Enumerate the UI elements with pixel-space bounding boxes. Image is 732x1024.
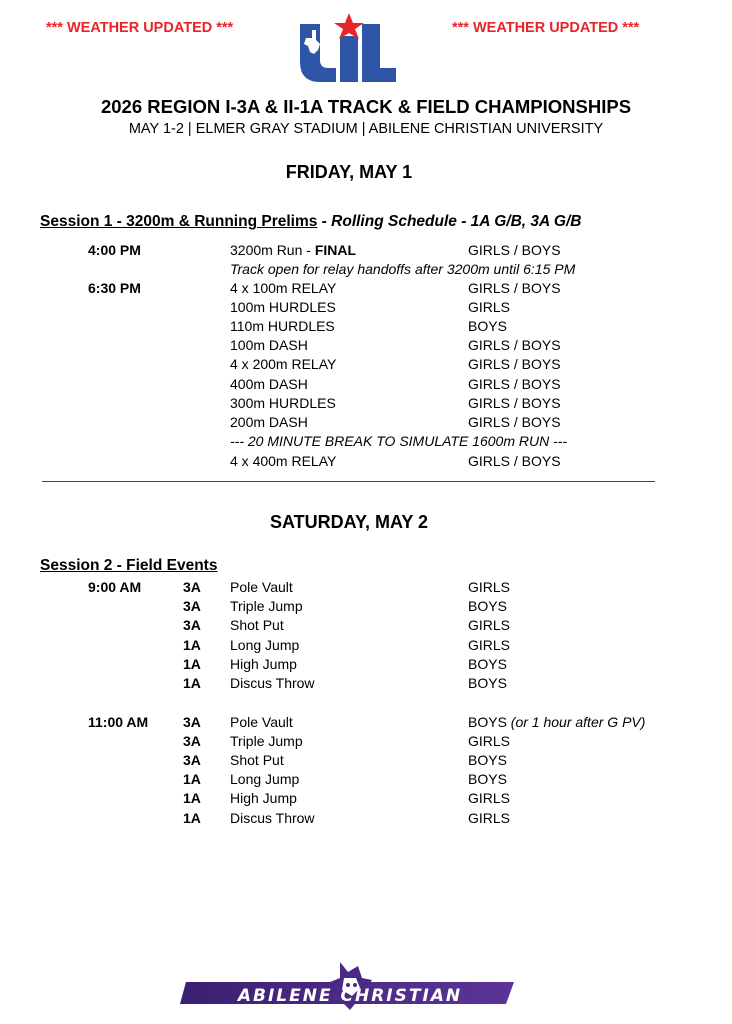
event-name: Discus Throw: [230, 810, 315, 826]
gender-label: BOYS: [468, 752, 507, 768]
event-name: High Jump: [230, 656, 297, 672]
gender-label: BOYS: [468, 656, 507, 672]
event-4x100: 4 x 100m RELAY: [230, 280, 337, 296]
gender-label: GIRLS: [468, 617, 511, 633]
class-label: 1A: [183, 790, 201, 806]
gender-label: [468, 714, 645, 730]
gender-label: BOYS: [468, 771, 507, 787]
class-label: 1A: [183, 656, 201, 672]
page-subtitle: MAY 1-2 | ELMER GRAY STADIUM | ABILENE CHRISTIAN UNIVERSITY: [128, 121, 604, 137]
gender-label: GIRLS: [468, 790, 511, 806]
day-heading-saturday: SATURDAY, MAY 2: [269, 512, 429, 532]
gender-label: GIRLS: [468, 733, 511, 749]
class-label: 1A: [183, 771, 201, 787]
time-4pm: 4:00 PM: [88, 242, 141, 258]
class-label: 3A: [183, 752, 201, 768]
event-100m: 100m DASH: [230, 337, 308, 353]
event-300h: 300m HURDLES: [230, 395, 336, 411]
session-1-separator: -: [317, 213, 332, 230]
acu-logo-text: ABILENE CHRISTIAN: [237, 986, 463, 1006]
gender-label: BOYS: [468, 675, 507, 691]
uil-logo: [298, 10, 398, 84]
gender-label: GIRLS: [468, 579, 511, 595]
gender-4x100: GIRLS / BOYS: [468, 280, 561, 296]
event-100h: 100m HURDLES: [230, 299, 336, 315]
gender-400m: GIRLS / BOYS: [468, 376, 561, 392]
event-name: Long Jump: [230, 771, 300, 787]
event-200m: 200m DASH: [230, 414, 308, 430]
gender-3200m: GIRLS / BOYS: [468, 242, 561, 258]
note-track-open: Track open for relay handoffs after 3200m until 6:15 PM: [230, 261, 576, 277]
gender-value: BOYS: [468, 714, 507, 730]
gender-300h: GIRLS / BOYS: [468, 395, 561, 411]
time-9am: 9:00 AM: [88, 579, 142, 595]
weather-updated-right: *** WEATHER UPDATED ***: [452, 20, 640, 36]
abilene-christian-logo: [180, 958, 520, 1014]
gender-4x200: GIRLS / BOYS: [468, 356, 561, 372]
weather-updated-left: *** WEATHER UPDATED ***: [46, 20, 234, 36]
session-heading-2: [40, 557, 217, 575]
gender-110h: BOYS: [468, 318, 507, 334]
event-name: Shot Put: [230, 752, 284, 768]
session-heading-1: [40, 213, 581, 231]
event-name: Triple Jump: [230, 598, 303, 614]
event-4x200: 4 x 200m RELAY: [230, 356, 337, 372]
gender-4x400: GIRLS / BOYS: [468, 453, 561, 469]
time-630pm: 6:30 PM: [88, 280, 141, 296]
event-name: High Jump: [230, 790, 297, 806]
event-name: Triple Jump: [230, 733, 303, 749]
event-110h: 110m HURDLES: [230, 318, 335, 334]
class-label: 1A: [183, 810, 201, 826]
gender-label: BOYS: [468, 598, 507, 614]
note-break: --- 20 MINUTE BREAK TO SIMULATE 1600m RUN ---: [230, 433, 568, 449]
event-3200m: [230, 242, 356, 258]
gender-label: GIRLS: [468, 637, 511, 653]
event-name: 3200m Run -: [230, 242, 315, 258]
class-label: 1A: [183, 675, 201, 691]
session-2-name: Session 2 - Field Events: [40, 557, 218, 574]
event-name: Pole Vault: [230, 714, 293, 730]
section-divider: [42, 481, 655, 482]
event-name: Discus Throw: [230, 675, 315, 691]
gender-100m: GIRLS / BOYS: [468, 337, 561, 353]
gender-label: GIRLS: [468, 810, 511, 826]
gender-note: (or 1 hour after G PV): [506, 714, 646, 730]
gender-200m: GIRLS / BOYS: [468, 414, 561, 430]
event-final-label: FINAL: [314, 242, 357, 258]
day-heading-friday: FRIDAY, MAY 1: [285, 162, 413, 182]
class-label: 3A: [183, 714, 201, 730]
session-1-note: Rolling Schedule - 1A G/B, 3A G/B: [331, 213, 582, 230]
event-name: Pole Vault: [230, 579, 293, 595]
event-name: Shot Put: [230, 617, 284, 633]
session-1-name: Session 1 - 3200m & Running Prelims: [40, 213, 318, 230]
class-label: 1A: [183, 637, 201, 653]
event-name: Long Jump: [230, 637, 300, 653]
event-4x400: 4 x 400m RELAY: [230, 453, 337, 469]
time-11am: 11:00 AM: [88, 714, 149, 730]
class-label: 3A: [183, 733, 201, 749]
event-400m: 400m DASH: [230, 376, 308, 392]
class-label: 3A: [183, 617, 201, 633]
class-label: 3A: [183, 579, 201, 595]
class-label: 3A: [183, 598, 201, 614]
page-title: 2026 REGION I-3A & II-1A TRACK & FIELD CHAMPIONSHIPS: [100, 96, 632, 117]
gender-100h: GIRLS: [468, 299, 511, 315]
